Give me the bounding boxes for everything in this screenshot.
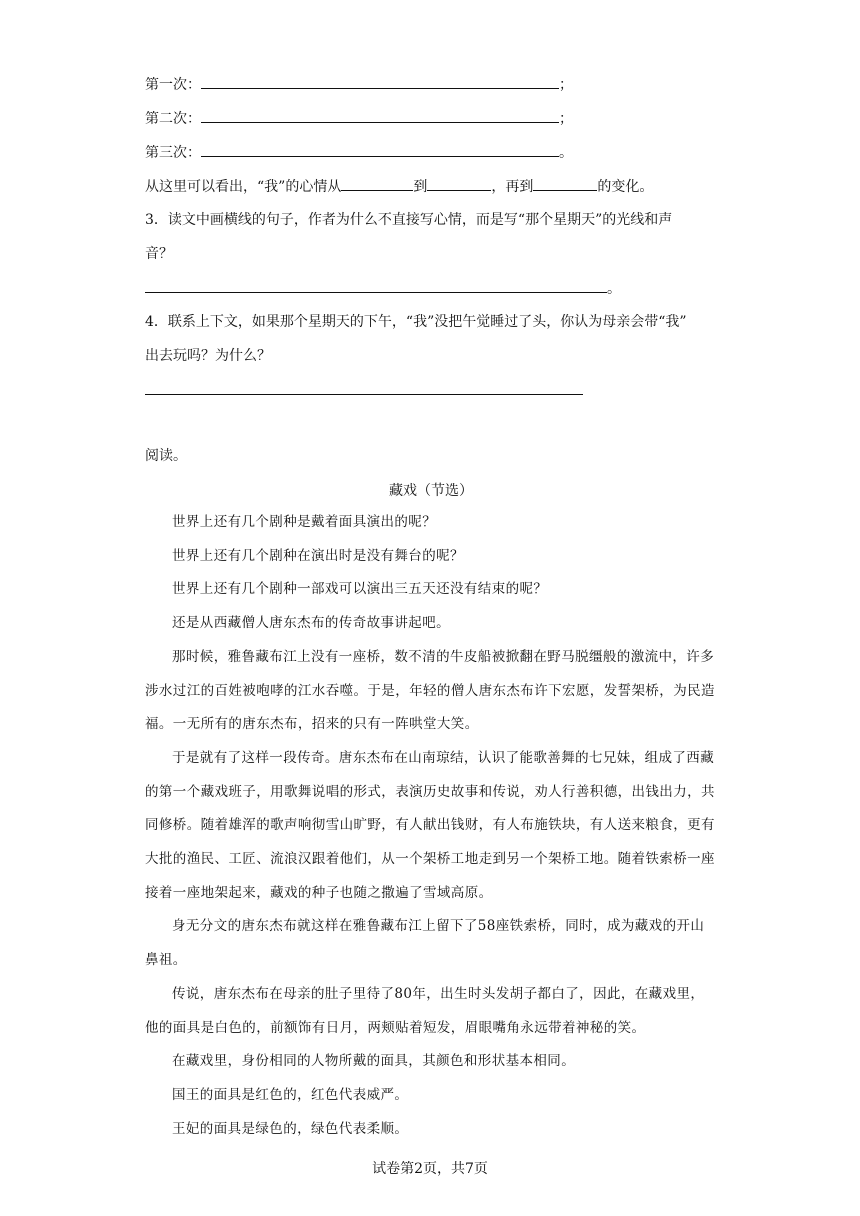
- q3-text-line2: 音？: [145, 246, 173, 262]
- q2-summary-blank-3[interactable]: [533, 176, 597, 191]
- q2-second-blank[interactable]: [201, 108, 559, 123]
- q2-third-row: [145, 142, 573, 163]
- reading-paragraph: 国王的面具是红色的，红色代表威严。: [172, 1086, 409, 1103]
- q2-summary-blank-2[interactable]: [427, 176, 491, 191]
- punct: ；: [559, 77, 573, 93]
- q3-answer-row: [145, 278, 621, 299]
- reading-paragraph: 身无分文的唐东杰布就这样在雅鲁藏布江上留下了58座铁索桥，同时，成为藏戏的开山鼻祖。: [145, 918, 705, 969]
- q2-summary-text: 从这里可以看出，“我”的心情从: [145, 179, 342, 195]
- reading-paragraph: 于是就有了这样一段传奇。唐东杰布在山南琼结，认识了能歌善舞的七兄妹，组成了西藏的第一个藏戏班子，用歌舞说唱的形式，表演历史故事和传说，劝人行善积德，出钱出力，共同修桥。随着雄浑的歌声响彻雪山旷野，有人献出钱财，有人布施铁块，有人送来粮食，更有大批的渔民、工匠、流浪汉跟着他们，从一个架桥工地走到另一个架桥工地。随着铁索桥一座接着一座地架起来，藏戏的种子也随之撒遍了雪域高原。: [145, 749, 715, 901]
- reading-intro: 阅读。: [145, 448, 187, 464]
- reading-paragraph: 那时候，雅鲁藏布江上没有一座桥，数不清的牛皮船被掀翻在野马脱缰般的激流中，许多涉水过江的百姓被咆哮的江水吞噬。于是，年轻的僧人唐东杰布许下宏愿，发誓架桥，为民造福。一无所有的唐东杰布，招来的只有一阵哄堂大笑。: [145, 648, 715, 733]
- reading-paragraph: 传说，唐东杰布在母亲的肚子里待了80年，出生时头发胡子都白了，因此，在藏戏里，他的面具是白色的，前额饰有日月，两颊贴着短发，眉眼嘴角永远带着神秘的笑。: [145, 985, 705, 1036]
- q2-second-row: [145, 108, 573, 129]
- q3-answer-blank[interactable]: [145, 278, 607, 293]
- q2-second-label: 第二次：: [145, 111, 201, 127]
- punct: ；: [559, 111, 573, 127]
- q2-first-row: [145, 74, 573, 95]
- reading-paragraph: 世界上还有几个剧种在演出时是没有舞台的呢？: [172, 547, 464, 564]
- q2-summary-text: ，再到: [491, 179, 534, 195]
- q4-text-line2: 出去玩吗？为什么？: [145, 348, 271, 364]
- reading-paragraph: 王妃的面具是绿色的，绿色代表柔顺。: [172, 1120, 409, 1137]
- q2-summary-text: 到: [413, 179, 428, 195]
- page-footer: 试卷第2页，共7页: [372, 1161, 488, 1177]
- reading-body: [145, 506, 717, 1146]
- reading-paragraph: 还是从西藏僧人唐东杰布的传奇故事讲起吧。: [172, 615, 450, 632]
- q2-summary-row: [145, 176, 653, 197]
- q2-first-blank[interactable]: [201, 74, 559, 89]
- q2-first-label: 第一次：: [145, 77, 201, 93]
- punct: 。: [559, 145, 573, 161]
- punct: 。: [607, 281, 621, 297]
- reading-paragraph: 世界上还有几个剧种一部戏可以演出三五天还没有结束的呢？: [172, 581, 548, 598]
- q3-text-line1: 3．读文中画横线的句子，作者为什么不直接写心情，而是写“那个星期天”的光线和声: [145, 212, 673, 228]
- q2-summary-blank-1[interactable]: [341, 176, 413, 191]
- q2-summary-text: 的变化。: [597, 179, 654, 195]
- reading-title: 藏戏（节选）: [389, 483, 473, 499]
- q2-third-blank[interactable]: [201, 142, 559, 157]
- q2-third-label: 第三次：: [145, 145, 201, 161]
- q4-text-line1: 4．联系上下文，如果那个星期天的下午，“我”没把午觉睡过了头，你认为母亲会带“我”: [145, 314, 687, 330]
- reading-paragraph: 世界上还有几个剧种是戴着面具演出的呢？: [172, 514, 437, 530]
- reading-paragraph: 在藏戏里，身份相同的人物所戴的面具，其颜色和形状基本相同。: [172, 1053, 576, 1070]
- q4-answer-blank[interactable]: [145, 394, 583, 395]
